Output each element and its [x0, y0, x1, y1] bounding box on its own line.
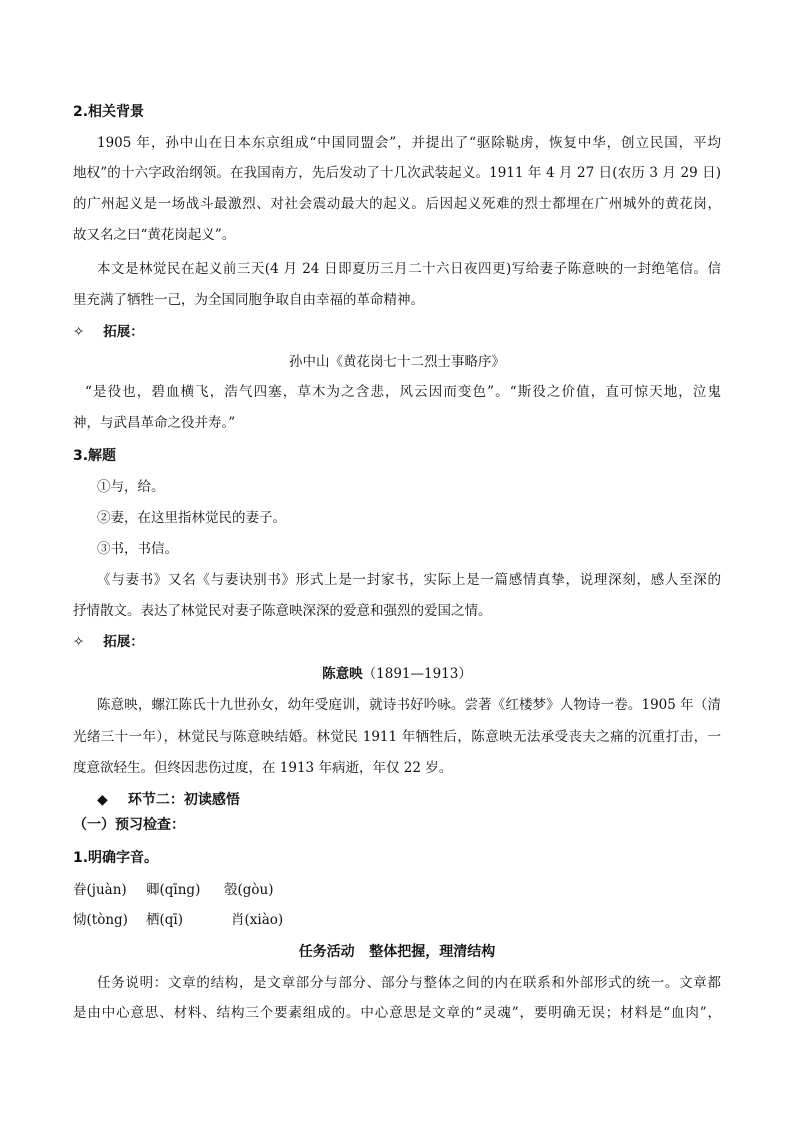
- bio-line3: 度意欲轻生。但终因悲伤过度，在 1913 年病逝，年仅 22 岁。: [73, 760, 453, 776]
- explanation-item-2: ②妻，在这里指林觉民的妻子。: [97, 510, 286, 526]
- pinyin-item: 恸(tòng): [73, 912, 128, 928]
- quote-line1: “是役也，碧血横飞，浩气四塞，草木为之含悲，风云因而变色”。“斯役之价值，直可惊天地，泣鬼: [85, 384, 721, 400]
- pinyin-row-1: [73, 880, 274, 900]
- pinyin-item: 彀(gòu): [224, 882, 274, 898]
- pinyin-item: 栖(qī): [146, 912, 183, 928]
- task-title: 任务活动 整体把握，理清结构: [298, 944, 496, 960]
- bio-line2: 光绪三十一年），林觉民与陈意映结婚。林觉民 1911 年牺牲后，陈意映无法承受丧夫之痛的沉重打击，一: [73, 729, 721, 745]
- explanation-item-1: ①与，给。: [97, 479, 165, 495]
- pronunciation-heading: 1.明确字音。: [73, 850, 159, 866]
- section2-para1-line1: 1905 年，孙中山在日本东京组成“中国同盟会”，并提出了“驱除鞑虏，恢复中华，创立民国，平均: [97, 135, 721, 151]
- stage2-heading: [97, 790, 240, 810]
- extension-label: 拓展：: [103, 324, 144, 340]
- quote-line2: 神，与武昌革命之役并寿。”: [73, 415, 236, 431]
- sparkle-icon: ✧: [73, 324, 85, 340]
- extension-1: [73, 322, 144, 342]
- task-line1: 任务说明：文章的结构，是文章部分与部分、部分与整体之间的内在联系和外部形式的统一。文章都: [97, 975, 721, 991]
- bio-years: （1891—1913）: [362, 666, 472, 682]
- preview-check-heading: （一）预习检查：: [73, 817, 185, 833]
- sparkle-icon: ✧: [73, 634, 85, 650]
- extension-2: [73, 632, 144, 652]
- section3-heading: 3.解题: [73, 448, 117, 464]
- section2-para2-line1: 本文是林觉民在起义前三天(4 月 24 日即夏历三月二十六日夜四更)写给妻子陈意映的一封绝笔信。信: [97, 261, 721, 277]
- bio-line1: 陈意映，螺江陈氏十九世孙女，幼年受庭训，就诗书好吟咏。尝著《红楼梦》人物诗一卷。1905 年（清: [97, 697, 721, 713]
- section2-para1-line3: 的广州起义是一场战斗最激烈、对社会震动最大的起义。后因起义死难的烈士都埋在广州城外的黄花岗，: [73, 196, 721, 212]
- pinyin-item: 肖(xiào): [231, 912, 284, 928]
- quote-title: 孙中山《黄花岗七十二烈士事略序》: [289, 354, 505, 370]
- stage2-label: 环节二：初读感悟: [127, 792, 240, 808]
- extension-label: 拓展：: [103, 634, 144, 650]
- pinyin-item: 卿(qīng): [146, 882, 201, 898]
- diamond-icon: ◆: [97, 792, 108, 808]
- bio-name: 陈意映: [322, 666, 363, 682]
- pinyin-item: 眷(juàn): [73, 882, 127, 898]
- pinyin-row-2: [73, 910, 283, 930]
- section2-heading: 2.相关背景: [73, 104, 145, 120]
- section3-para-line1: 《与妻书》又名《与妻诀别书》形式上是一封家书，实际上是一篇感情真挚，说理深刻，感人至深的: [97, 572, 721, 588]
- bio-title: [73, 664, 721, 684]
- section2-para2-line2: 里充满了牺牲一己，为全国同胞争取自由幸福的革命精神。: [73, 292, 424, 308]
- section2-para1-line4: 故又名之曰“黄花岗起义”。: [73, 227, 236, 243]
- section2-para1-line2: 地权”的十六字政治纲领。在我国南方，先后发动了十几次武装起义。1911 年 4 月 27 日(农历 3 月 29 日): [73, 165, 721, 181]
- section3-para-line2: 抒情散文。表达了林觉民对妻子陈意映深深的爱意和强烈的爱国之情。: [73, 603, 492, 619]
- task-line2: 是由中心意思、材料、结构三个要素组成的。中心意思是文章的“灵魂”，要明确无误；材料是“血肉”，: [73, 1005, 721, 1021]
- explanation-item-3: ③书，书信。: [97, 541, 178, 557]
